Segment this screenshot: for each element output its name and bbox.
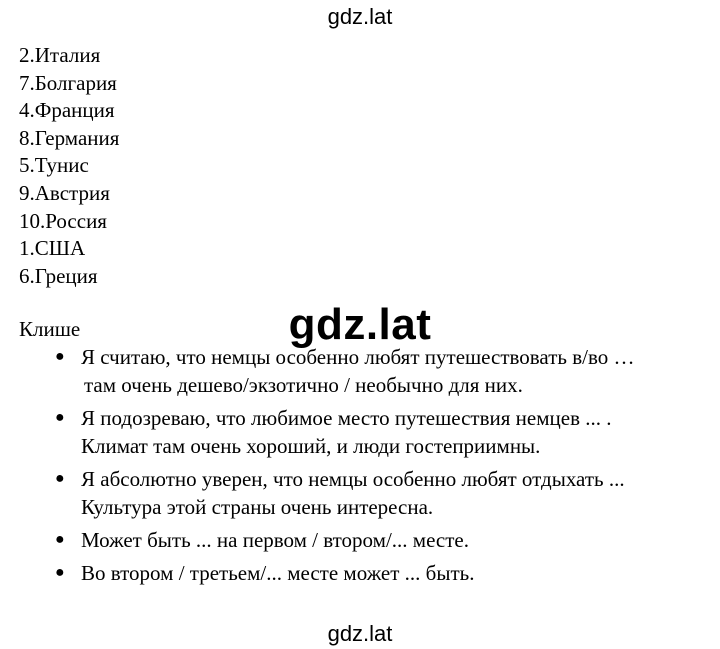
- bullet-icon: ●: [55, 409, 65, 426]
- cliche-item: [0, 559, 635, 587]
- cliche-line: Может быть ... на первом / втором/... месте.: [81, 528, 469, 552]
- bullet-icon: ●: [55, 564, 65, 581]
- bullet-icon: ●: [55, 348, 65, 365]
- bullet-icon: ●: [55, 470, 65, 487]
- cliche-item: [0, 404, 635, 460]
- cliche-line: Я абсолютно уверен, что немцы особенно любят отдыхать ...: [81, 467, 625, 491]
- cliche-line: Я подозреваю, что любимое место путешествия немцев ... .: [81, 406, 612, 430]
- country-item: 10.Россия: [19, 208, 107, 233]
- cliche-line: Культура этой страны очень интересна.: [81, 495, 434, 519]
- country-item: 5.Тунис: [19, 153, 89, 178]
- cliche-heading: Клише: [19, 317, 81, 341]
- country-ranking-list: [19, 42, 119, 290]
- bullet-icon: ●: [55, 531, 65, 548]
- country-item: 7.Болгария: [19, 70, 117, 95]
- cliche-line: Я считаю, что немцы особенно любят путешествовать в/во …: [81, 345, 635, 369]
- cliche-item: [0, 343, 635, 399]
- cliche-line: Климат там очень хороший, и люди гостеприимны.: [81, 434, 541, 458]
- country-item: 9.Австрия: [19, 180, 110, 205]
- country-item: 1.США: [19, 236, 86, 261]
- country-item: 8.Германия: [19, 125, 120, 150]
- cliche-item: [0, 526, 635, 554]
- watermark-bottom: gdz.lat: [327, 621, 393, 646]
- country-item: 4.Франция: [19, 98, 115, 123]
- watermark-middle: gdz.lat: [288, 300, 432, 349]
- country-item: 2.Италия: [19, 43, 101, 67]
- cliche-line: Во втором / третьем/... месте может ... быть.: [81, 561, 475, 585]
- cliche-item: [0, 465, 635, 521]
- cliche-list: [0, 343, 635, 592]
- watermark-top: gdz.lat: [327, 4, 393, 29]
- cliche-line: там очень дешево/экзотично / необычно для них.: [84, 373, 523, 397]
- country-item: 6.Греция: [19, 263, 98, 288]
